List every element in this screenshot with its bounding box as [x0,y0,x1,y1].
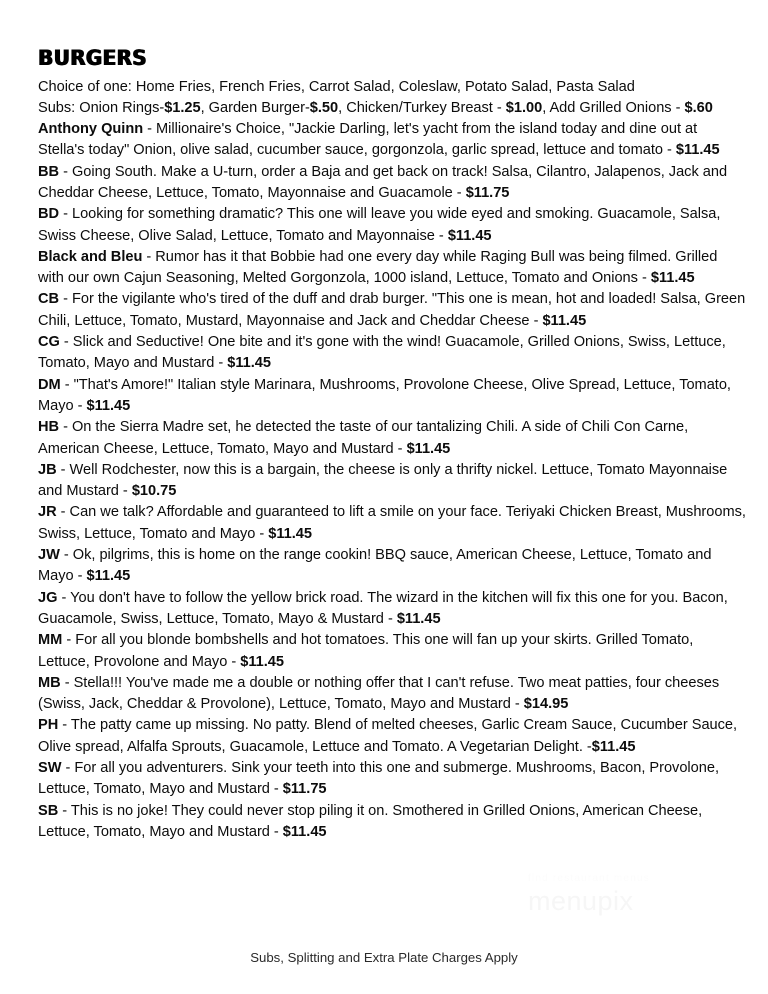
menu-item [38,417,746,460]
grilled-onions-price: $.60 [684,99,713,116]
burger-list [38,119,746,843]
menu-item-separator: - [59,291,72,308]
menu-item-description: Millionaire's Choice, "Jackie Darling, let's yacht from the island today and dine out at Stella's today" Onion, olive salad, cucumber sauce, gorgonzola, garlic spread, lettuce and tomato - [38,121,698,159]
menu-item-name: BD [38,206,60,223]
menu-item-description: For all you blonde bombshells and hot tomatoes. This one will fan up your skirts. Grilled Tomato, Lettuce, Provolone and Mayo - [38,632,694,670]
menu-item [38,630,746,673]
garden-burger-price: $.50 [309,99,339,116]
menu-item-separator: - [58,802,71,819]
menu-item-name: JB [38,461,57,478]
menu-item-separator: - [56,461,70,478]
menu-item-description: This is no joke! They could never stop piling it on. Smothered in Grilled Onions, American Cheese, Lettuce, Tomato, Mayo and Mustard - [38,802,703,840]
menu-item-separator: - [58,717,71,734]
menu-item-description: Slick and Seductive! One bite and it's gone with the wind! Guacamole, Grilled Onions, Swiss, Lettuce, Tomato, Mayo and Mustard - [38,334,726,372]
menu-item-price: $10.75 [131,483,177,500]
menu-item-name: CG [38,334,60,351]
menu-item-price: $11.45 [396,610,441,627]
menu-item-description: You don't have to follow the yellow brick road. The wizard in the kitchen will fix this one for you. Bacon, Guacamole, Swiss, Lettuce, Tomato, Mayo & Mustard - [38,589,728,627]
menu-item [38,119,746,162]
menu-item-price: $11.45 [447,227,492,244]
menu-item-description: On the Sierra Madre set, he detected the taste of our tantalizing Chili. A side of Chili Con Carne, American Cheese, Lettuce, Tomato, Mayo and Mustard - [38,419,689,457]
menu-item-name: JG [38,589,58,606]
menu-item-name: Black and Bleu [38,248,143,265]
menu-item-price: $11.75 [465,184,510,201]
menu-item-description: For all you adventurers. Sink your teeth into this one and submerge. Mushrooms, Bacon, Provolone, Lettuce, Tomato, Mayo and Mustard - [38,760,719,798]
menu-item-separator: - [56,504,70,521]
menu-item [38,673,746,716]
menu-item [38,715,746,758]
menu-item-name: DM [38,376,61,393]
menu-item [38,588,746,631]
choice-of-one-line: Choice of one: Home Fries, French Fries, Carrot Salad, Coleslaw, Potato Salad, Pasta Salad [38,78,635,95]
subs-prefix: Subs: Onion Rings- [38,99,165,116]
menu-item-description: "That's Amore!" Italian style Marinara, Mushrooms, Provolone Cheese, Olive Spread, Lettuce, Tomato, Mayo - [38,376,731,414]
menu-item-separator: - [143,121,157,138]
menu-item-separator: - [59,163,72,180]
menu-item-name: PH [38,717,59,734]
subs-mid-3: , Add Grilled Onions - [542,99,685,116]
menu-item-separator: - [61,760,75,776]
menu-item-description: Well Rodchester, now this is a bargain, the cheese is only a thrifty nickel. Lettuce, Tomato Mayonnaise and Mustard - [38,461,728,500]
menu-item [38,502,746,545]
menu-item-price: $11.45 [86,397,131,414]
menu-item [38,247,746,290]
menu-item-description: Looking for something dramatic? This one will leave you wide eyed and smoking. Guacamole, Salsa, Swiss Cheese, Olive Salad, Lettuce, Tomato and Mayonnaise - [38,206,721,244]
menu-item-separator: - [59,206,72,223]
menu-item-separator: - [62,632,76,649]
menu-item-price: $11.45 [591,738,636,755]
menu-item-separator: - [57,589,71,606]
menu-item-price: $11.45 [268,525,312,542]
menu-item-price: $11.45 [650,270,695,287]
menu-item-name: MB [38,674,61,691]
menu-item-name: JR [38,504,57,521]
menu-item-description: Ok, pilgrims, this is home on the range cookin! BBQ sauce, American Cheese, Lettuce, Tomato and Mayo - [38,547,712,585]
menu-item-price: $11.45 [406,440,451,457]
menu-item-separator: - [142,248,156,265]
menu-item-description: For the vigilante who's tired of the duff and drab burger. "This one is mean, hot and loaded! Salsa, Green Chili, Lettuce, Tomato, Mustard, Mayonnaise and Jack and Cheddar Cheese - [38,291,746,329]
menu-item-description: Going South. Make a U-turn, order a Baja and get back on track! Salsa, Cilantro, Jalapenos, Jack and Cheddar Cheese, Lettuce, Tomato, Mayonnaise and Guacamole - [38,163,728,201]
menu-item-price: $11.45 [240,653,284,670]
menu-item-separator: - [60,674,74,691]
menu-item [38,460,746,503]
watermark-brand: menupix [528,886,634,916]
menu-item-separator: - [59,419,72,436]
menu-item [38,332,746,375]
menu-item-name: JW [38,547,60,564]
menu-item-name: MM [38,632,63,649]
menu-item [38,162,746,205]
menu-item [38,801,746,844]
menu-item-description: Stella!!! You've made me a double or nothing offer that I can't refuse. Two meat patties, four cheeses (Swiss, Jack, Cheddar & Provolone), Lettuce, Tomato, Mayo and Mustard - [38,674,720,713]
menu-item-description: Can we talk? Affordable and guaranteed to lift a smile on your face. Teriyaki Chicken Breast, Mushrooms, Swiss, Lettuce, Tomato and Mayo - [38,504,746,542]
subs-mid-1: , Garden Burger- [200,99,310,116]
menu-item-price: $11.45 [86,568,131,585]
menu-item-name: CB [38,291,60,308]
menu-item-price: $11.45 [675,142,720,159]
menu-item-price: $14.95 [523,696,569,713]
page-title: BURGERS [38,46,147,71]
menu-item-name: SB [38,802,59,819]
subs-mid-2: , Chicken/Turkey Breast - [338,99,506,116]
chicken-turkey-price: $1.00 [505,99,543,116]
menu-item [38,289,746,332]
watermark [528,872,738,916]
watermark-tagline: find restaurant menus [528,873,650,884]
menu-item-separator: - [59,547,73,564]
menu-item-name: SW [38,760,62,776]
menu-item-price: $11.45 [282,823,327,840]
menu-item-price: $11.45 [542,312,587,329]
footer-note: Subs, Splitting and Extra Plate Charges Apply [250,950,518,965]
menu-item-separator: - [60,376,74,393]
menu-item [38,758,746,801]
menu-item-separator: - [59,334,73,351]
menu-item-name: HB [38,419,60,436]
menu-item-price: $11.45 [227,355,271,372]
menu-item-description: The patty came up missing. No patty. Blend of melted cheeses, Garlic Cream Sauce, Cucumber Sauce, Olive spread, Alfalfa Sprouts, Guacamole, Lettuce and Tomato. A Vegetarian Delight. - [38,717,738,755]
menu-item-price: $11.75 [282,781,327,798]
menu-item-name: BB [38,163,60,180]
menu-item [38,545,746,588]
onion-rings-price: $1.25 [164,99,201,116]
menu-item [38,204,746,247]
subs-pricing-line [38,98,746,119]
menu-item-description: Rumor has it that Bobbie had one every day while Raging Bull was being filmed. Grilled with our own Cajun Seasoning, Melted Gorgonzola, 1000 island, Lettuce, Tomato and Onions - [38,248,718,287]
menu-item-name: Anthony Quinn [38,121,144,138]
menu-item [38,375,746,418]
